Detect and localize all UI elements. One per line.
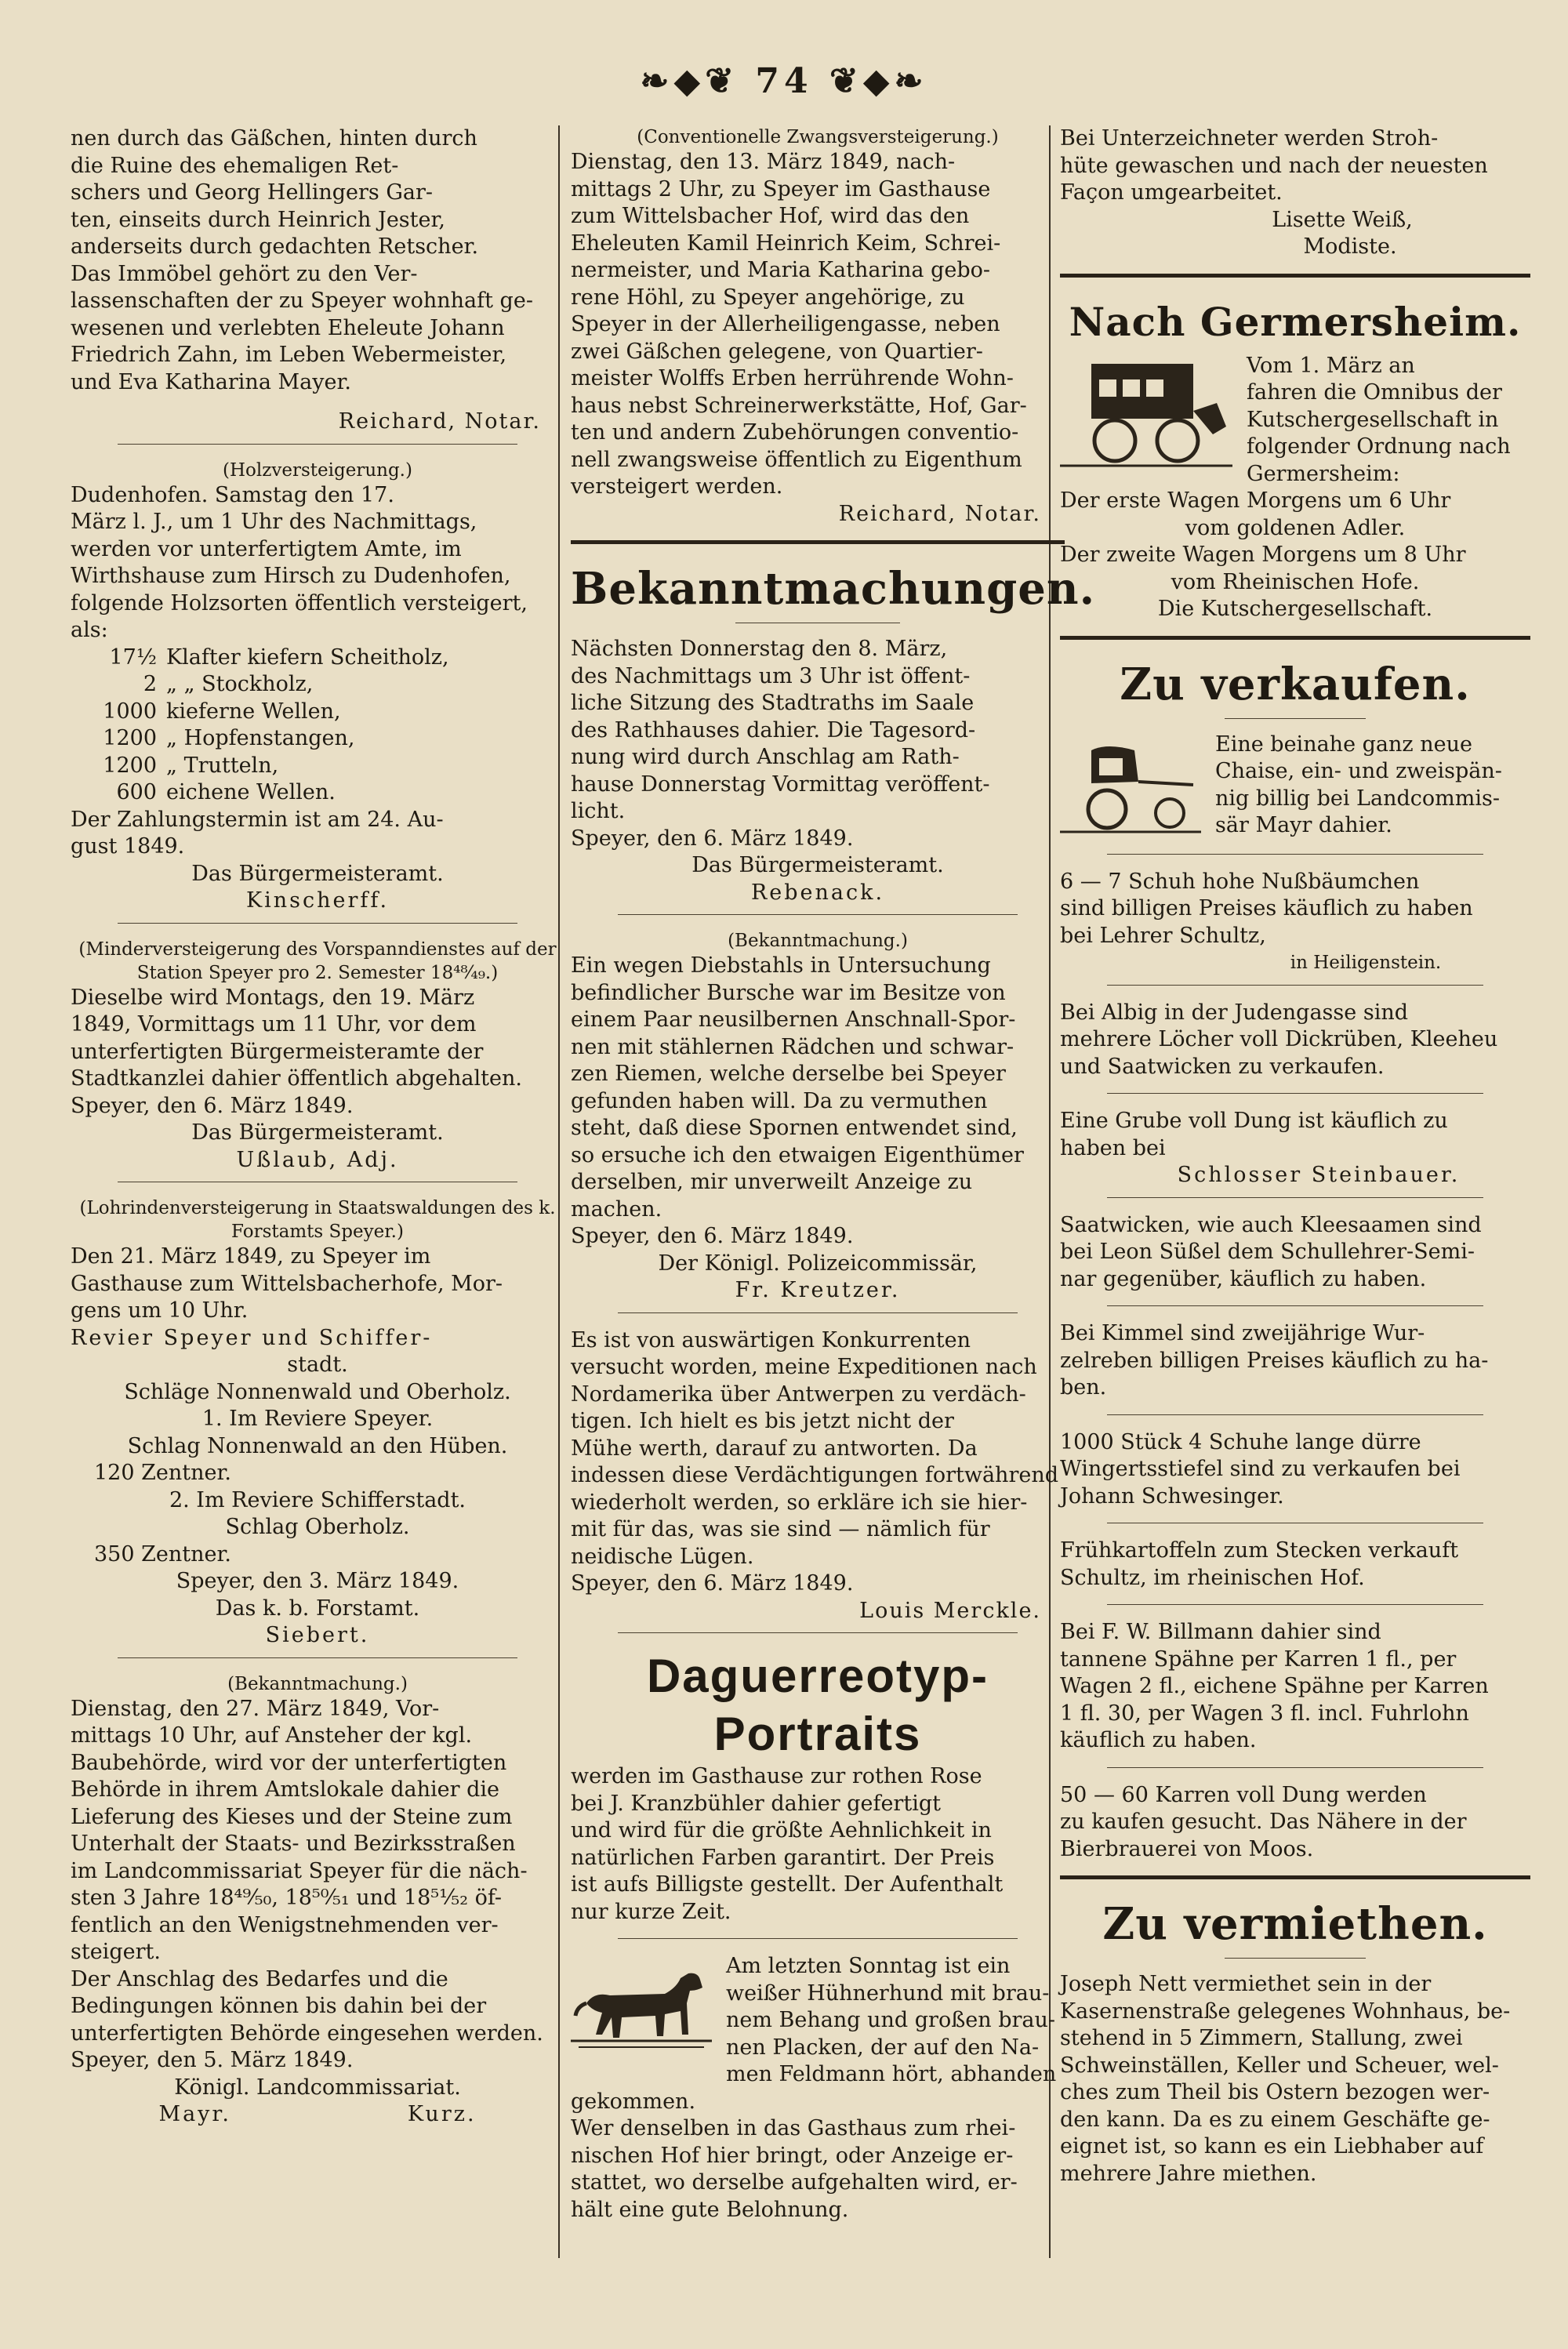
section-rule [571, 540, 1065, 544]
separator [118, 923, 517, 924]
text-line: Nordamerika über Antwerpen zu verdäch- [571, 1381, 1026, 1407]
notice-dickrueben [1060, 1000, 1530, 1081]
omnibus-icon [1060, 356, 1232, 474]
amount-line: 350 Zentner. [94, 1541, 231, 1567]
text-line: zen Riemen, welche derselbe bei Speyer [571, 1062, 1006, 1086]
wood-type: „ Hopfenstangen, [166, 726, 355, 750]
text-line: nar gegenüber, käuflich zu haben. [1060, 1266, 1427, 1291]
daguerreotyp-title [571, 1647, 1065, 1763]
text-line: nen Placken, der auf den Na- [726, 2035, 1040, 2060]
text-line: versucht worden, meine Expeditionen nach [571, 1355, 1037, 1379]
signature-office: Das Bürgermeisteramt. [191, 1120, 444, 1145]
text-line: Wirthshause zum Hirsch zu Dudenhofen, [71, 564, 511, 588]
separator [118, 444, 517, 445]
text-line: Der zweite Wagen Morgens um 8 Uhr [1060, 543, 1466, 567]
text-line: bei J. Kranzbühler dahier gefertigt [571, 1791, 941, 1816]
text-line: ben. [1060, 1375, 1107, 1400]
notice-nussbaeumchen [1060, 869, 1530, 950]
text-line: Germersheim: [1247, 461, 1400, 486]
text-line: Frühkartoffeln zum Stecken verkauft [1060, 1538, 1459, 1563]
notice-auswanderung [571, 1327, 1065, 1598]
schlag-line: Schläge Nonnenwald und Oberholz. [124, 1379, 511, 1404]
notice-holzversteigerung [71, 482, 564, 644]
text-line: nig billig bei Landcommis- [1215, 786, 1500, 811]
text-line: bei Lehrer Schultz, [1060, 923, 1266, 948]
text-line: Bedingungen können bis dahin bei der [71, 1994, 487, 2018]
carriage-icon [1060, 735, 1201, 837]
notice-heading: (Bekanntmachung.) [227, 1673, 408, 1694]
text-line: haben bei [1060, 1135, 1166, 1160]
text-line: lassenschaften der zu Speyer wohnhaft ge- [71, 289, 533, 313]
text-line: natürlichen Farben garantirt. Der Preis [571, 1845, 995, 1870]
notice-fruehkartoffeln [1060, 1538, 1530, 1592]
text-line: hause Donnerstag Vormittag veröffent- [571, 772, 990, 797]
separator [1107, 1197, 1483, 1198]
ornament-left: ❧◆❦ [640, 61, 756, 101]
text-line: 1849, Vormittags um 11 Uhr, vor dem [71, 1012, 477, 1037]
text-line: eignet ist, so kann es ein Liebhaber auf [1060, 2134, 1484, 2158]
text-line: Das Immöbel gehört zu den Ver- [71, 261, 418, 286]
notice-wurzelreben [1060, 1320, 1530, 1402]
text-line: indessen diese Verdächtigungen fortwährend [571, 1463, 1059, 1487]
text-line: Nächsten Donnerstag den 8. März, [571, 637, 948, 661]
text-line: Ein wegen Diebstahls in Untersuchung [571, 953, 991, 978]
text-line: befindlicher Bursche war im Besitze von [571, 980, 1006, 1005]
text-line: und wird für die größte Aehnlichkeit in [571, 1818, 992, 1843]
text-line: vom goldenen Adler. [1185, 515, 1406, 540]
text-line: fentlich an den Wenigstnehmenden ver- [71, 1912, 499, 1937]
text-line: Speyer, den 6. März 1849. [571, 1571, 854, 1596]
wood-quantity: 600 [116, 780, 157, 804]
text-line: Mühe werth, darauf zu antworten. Da [571, 1436, 978, 1461]
signature-office: Das k. b. Forstamt. [215, 1596, 420, 1621]
wood-quantity: 17½ [109, 644, 157, 670]
text-line: nermeister, und Maria Katharina gebo- [571, 258, 991, 282]
text-line: Speyer, den 5. März 1849. [71, 2048, 354, 2072]
text-line: zwei Gäßchen gelegene, von Quartier- [571, 339, 983, 364]
notice-heading: (Bekanntmachung.) [728, 931, 908, 951]
text-line: Baubehörde, wird vor der unterfertigten [71, 1750, 507, 1775]
text-line: März l. J., um 1 Uhr des Nachmittags, [71, 510, 477, 534]
text-line: Schultz, im rheinischen Hof. [1060, 1565, 1365, 1590]
text-line: fahren die Omnibus der [1247, 380, 1502, 405]
signature-name: Siebert. [265, 1623, 370, 1647]
text-line: zu kaufen gesucht. Das Nähere in der [1060, 1810, 1467, 1834]
text-line: 1 fl. 30, per Wagen 3 fl. incl. Fuhrlohn [1060, 1701, 1469, 1726]
omnibus-schedule [1060, 488, 1530, 596]
notice-spornen [571, 953, 1065, 1251]
separator [1107, 1767, 1483, 1768]
signature-name: Schlosser Steinbauer. [1177, 1163, 1461, 1187]
text-line: gefunden haben will. Da zu vermuthen [571, 1088, 988, 1113]
text-line: 6 — 7 Schuh hohe Nußbäumchen [1060, 869, 1420, 894]
signature-name: Ußlaub, Adj. [236, 1147, 399, 1172]
text-line: Saatwicken, wie auch Kleesaamen sind [1060, 1212, 1482, 1237]
text-line: machen. [571, 1196, 662, 1222]
text-line: ches zum Theil bis Ostern bezogen wer- [1060, 2080, 1490, 2104]
text-line: ten, einseits durch Heinrich Jester, [71, 207, 446, 232]
separator [1107, 1305, 1483, 1306]
text-line: bei Leon Süßel dem Schullehrer-Semi- [1060, 1240, 1475, 1264]
text-line: Dudenhofen. Samstag den 17. [71, 482, 394, 507]
text-line: zum Wittelsbacher Hof, wird das den [571, 204, 970, 228]
text-line: den kann. Da es zu einem Geschäfte ge- [1060, 2107, 1490, 2132]
text-line: sten 3 Jahre 18⁴⁹⁄₅₀, 18⁵⁰⁄₅₁ und 18⁵¹⁄₅₂ öf- [71, 1886, 503, 1910]
text-line: des Rathhauses dahier. Die Tagesord- [571, 717, 976, 742]
text-line: Speyer, den 6. März 1849. [571, 1224, 854, 1248]
text-line: neidische Lügen. [571, 1544, 754, 1569]
wood-quantity: 1200 [103, 753, 157, 778]
payment-term [71, 807, 564, 861]
text-line: mittags 2 Uhr, zu Speyer im Gasthause [571, 176, 991, 201]
text-line: Joseph Nett vermiethet sein in der [1060, 1972, 1432, 1996]
text-line: gens um 10 Uhr. [71, 1298, 249, 1323]
text-line: sär Mayr dahier. [1215, 813, 1392, 837]
separator [618, 1938, 1018, 1939]
text-line: haus nebst Schreinerwerkstätte, Hof, Gar- [571, 393, 1027, 418]
text-line: im Landcommissariat Speyer für die näch- [71, 1858, 528, 1883]
signature-name: Rebenack. [750, 880, 885, 905]
text-line: weißer Hühnerhund mit brau- [726, 1980, 1050, 2006]
separator [618, 1632, 1018, 1633]
text-line: Der Anschlag des Bedarfes und die [71, 1966, 448, 1991]
text-line: werden im Gasthause zur rothen Rose [571, 1764, 982, 1788]
text-line: mehrere Löcher voll Dickrüben, Kleeheu [1060, 1027, 1498, 1051]
notice-dung-gesucht [1060, 1782, 1530, 1864]
signature-name: Lisette Weiß, [1272, 207, 1413, 232]
wood-type: Klafter kiefern Scheitholz, [166, 644, 449, 670]
notice-heading: (Lohrindenversteigerung in Staatswaldungen des k. Forstamts Speyer.) [79, 1198, 556, 1242]
dog-icon [571, 1956, 712, 2058]
text-line: folgender Ordnung nach [1247, 434, 1511, 459]
section-rule [1060, 274, 1530, 278]
section-title-zu-vermiethen: Zu vermiethen. [1102, 1898, 1488, 1950]
text-line: mittags 10 Uhr, auf Ansteher der kgl. [71, 1723, 473, 1748]
notice-heading: (Minderversteigerung des Vorspanndienstes auf der Station Speyer pro 2. Semester 18⁴⁸⁄₄₉.) [78, 939, 557, 983]
section-title-bekanntmachungen: Bekanntmachungen. [571, 563, 1096, 615]
amount-line: 120 Zentner. [94, 1461, 231, 1485]
text-line: Johann Schwesinger. [1060, 1483, 1284, 1509]
text-line: Speyer in der Allerheiligengasse, neben [571, 312, 1000, 336]
column-2 [571, 125, 1096, 2236]
column-1 [71, 125, 564, 2129]
text-line: unterfertigten Behörde eingesehen werden. [71, 2020, 543, 2046]
wood-type: „ Trutteln, [166, 753, 279, 778]
notice-daguerreotyp [571, 1763, 1065, 1926]
notice-heading: (Conventionelle Zwangsversteigerung.) [637, 127, 999, 147]
separator [1107, 1414, 1483, 1415]
wood-quantity: 2 [143, 672, 157, 696]
signature-office: Der Königl. Polizeicommissär, [658, 1251, 978, 1276]
text-line: Wingertsstiefel sind zu verkaufen bei [1060, 1457, 1461, 1481]
text-line: Façon umgearbeitet. [1060, 180, 1283, 205]
notice-kieslieferung [71, 1696, 564, 2075]
signature-name: Fr. Kreutzer. [735, 1278, 901, 1302]
wood-type: eichene Wellen. [166, 780, 336, 804]
text-line: stehend in 5 Zimmern, Stallung, zwei [1060, 2026, 1463, 2050]
section-rule [1060, 636, 1530, 640]
chaise-illustration [1060, 735, 1201, 844]
text-line: Bierbrauerei von Moos. [1060, 1836, 1314, 1861]
text-line: nung wird durch Anschlag am Rath- [571, 745, 960, 769]
text-line: unterfertigten Bürgermeisteramte der [71, 1039, 484, 1064]
text-line: hüte gewaschen und nach der neuesten [1060, 153, 1488, 178]
column-3 [1060, 125, 1530, 2200]
signature-name: Kurz. [407, 2102, 477, 2126]
text-line: Bei F. W. Billmann dahier sind [1060, 1620, 1381, 1644]
notice-hund [571, 1953, 1065, 2224]
text-line: Unterhalt der Staats- und Bezirksstraßen [71, 1832, 516, 1856]
text-line: derselben, mir unverweilt Anzeige zu [571, 1170, 973, 1194]
text-line: licht. [571, 799, 626, 823]
text-line: nen mit stählernen Rädchen und schwar- [571, 1034, 1014, 1059]
text-line: mehrere Jahre miethen. [1060, 2161, 1317, 2186]
signature-office: Königl. Landcommissariat. [174, 2075, 461, 2100]
text-line: als: [71, 618, 108, 642]
text-line: sind billigen Preises käuflich zu haben [1060, 896, 1473, 920]
page-number: 74 [755, 61, 813, 101]
text-line: Den 21. März 1849, zu Speyer im [71, 1244, 431, 1269]
text-line: und Eva Katharina Mayer. [71, 369, 352, 394]
text-line: nem Behang und großen brau- [726, 2008, 1055, 2032]
text-line: ist aufs Billigste gestellt. Der Aufenthalt [571, 1872, 1004, 1897]
separator [1107, 1604, 1483, 1605]
text-line: wesenen und verlebten Eheleute Johann [71, 315, 505, 340]
text-line: Eine beinahe ganz neue [1215, 732, 1472, 757]
notice-heading: (Holzversteigerung.) [223, 459, 412, 481]
text-line: Am letzten Sonntag ist ein [726, 1954, 1011, 1978]
text-line: Kutschergesellschaft in [1247, 407, 1499, 432]
text-line: steht, daß diese Spornen entwendet sind, [571, 1116, 1018, 1140]
text-line: 50 — 60 Karren voll Dung werden [1060, 1782, 1427, 1807]
signature: Reichard, Notar. [338, 409, 541, 434]
revier-line: 1. Im Reviere Speyer. [201, 1407, 434, 1431]
text-line: Behörde in ihrem Amtslokale dahier die [71, 1777, 500, 1802]
text-line: meister Wolffs Erben herrührende Wohn- [571, 366, 1014, 390]
signature-title: Modiste. [1303, 234, 1397, 259]
text-line: Der Zahlungstermin ist am 24. Au- [71, 807, 444, 832]
notice-lohrinden [71, 1243, 564, 1325]
text-line: Es ist von auswärtigen Konkurrenten [571, 1327, 971, 1352]
separator [1225, 1958, 1366, 1959]
text-line: men Feldmann hört, abhanden gekommen. [571, 2062, 1057, 2114]
daguerreotyp-title-line2: Portraits [713, 1708, 922, 1760]
text-line: versteigert werden. [571, 474, 783, 499]
text-line: und Saatwicken zu verkaufen. [1060, 1054, 1385, 1079]
signature-name: Mayr. [158, 2102, 231, 2126]
section-title-zu-verkaufen: Zu verkaufen. [1120, 658, 1471, 710]
revier-line: Revier Speyer und Schiffer- [71, 1325, 433, 1350]
text-line: Vom 1. März an [1247, 353, 1415, 378]
date-line: Speyer, den 3. März 1849. [176, 1569, 459, 1593]
signature-row [71, 2101, 564, 2129]
text-line: nen durch das Gäßchen, hinten durch [71, 126, 477, 151]
notice-wingertsstiefel [1060, 1429, 1530, 1511]
notice-spaehne [1060, 1619, 1530, 1755]
text-line: Wagen 2 fl., eichene Spähne per Karren [1060, 1674, 1489, 1698]
revier-line: 2. Im Reviere Schifferstadt. [169, 1487, 466, 1512]
text-line: liche Sitzung des Stadtraths im Saale [571, 691, 975, 715]
text-line: Gasthause zum Wittelsbacherhofe, Mor- [71, 1271, 503, 1296]
signature: Louis Merckle. [859, 1598, 1041, 1623]
text-line: schers und Georg Hellingers Gar- [71, 180, 434, 205]
text-line: Eheleuten Kamil Heinrich Keim, Schrei- [571, 231, 1001, 256]
text-line: Bei Unterzeichneter werden Stroh- [1060, 126, 1439, 151]
text-line: so ersuche ich den etwaigen Eigenthümer [571, 1142, 1024, 1167]
text-line: nell zwangsweise öffentlich zu Eigenthum [571, 447, 1022, 472]
omnibus-illustration [1060, 356, 1232, 481]
text-line: Bei Albig in der Judengasse sind [1060, 1000, 1408, 1025]
text-line: Speyer, den 6. März 1849. [571, 826, 854, 851]
text-line: hält eine gute Belohnung. [571, 2197, 849, 2222]
text-line: des Nachmittags um 3 Uhr ist öffent- [571, 663, 971, 688]
separator [1107, 985, 1483, 986]
text-line: 1000 Stück 4 Schuhe lange dürre [1060, 1429, 1421, 1454]
text-line: Chaise, ein- und zweispän- [1215, 759, 1502, 783]
notice-stadtrath [571, 636, 1065, 852]
text-line: nur kurze Zeit. [571, 1899, 731, 1924]
text-line: ten und andern Zubehörungen conventio- [571, 420, 1019, 445]
text-line: tigen. Ich hielt es bis jetzt nicht der [571, 1409, 954, 1433]
revier-line: stadt. [287, 1352, 348, 1377]
separator [618, 914, 1018, 915]
text-line: Schweinställen, Keller und Scheuer, wel- [1060, 2053, 1499, 2078]
text-line: vom Rheinischen Hofe. [1171, 569, 1420, 594]
text-line: Dienstag, den 13. März 1849, nach- [571, 150, 956, 174]
notice-strohhuete [1060, 125, 1530, 207]
text-line: Eine Grube voll Dung ist käuflich zu [1060, 1109, 1448, 1133]
signature: Reichard, Notar. [838, 501, 1041, 526]
separator [1107, 854, 1483, 855]
text-line: anderseits durch gedachten Retscher. [71, 234, 479, 259]
page-number-row [0, 61, 1568, 101]
text-line: Dieselbe wird Montags, den 19. März [71, 985, 475, 1010]
notice-zwangsversteigerung [571, 149, 1065, 501]
separator [118, 1657, 517, 1658]
schlag-line: Schlag Oberholz. [225, 1515, 410, 1539]
text-line: folgende Holzsorten öffentlich versteigert, [71, 590, 528, 615]
section-title-germersheim: Nach Germersheim. [1069, 298, 1522, 345]
text-line: Dienstag, den 27. März 1849, Vor- [71, 1696, 440, 1721]
signature-office: Das Bürgermeisteramt. [191, 861, 444, 886]
text-line: rene Höhl, zu Speyer angehörige, zu [571, 285, 965, 310]
text-line: mit für das, was sie sind — nämlich für [571, 1517, 990, 1541]
notice-vermiethung [1060, 1971, 1530, 2187]
text-line: werden vor unterfertigtem Amte, im [71, 536, 462, 561]
wood-list [71, 644, 564, 807]
notice-immobel-end [71, 125, 564, 396]
text-line: nischen Hof hier bringt, oder Anzeige er- [571, 2143, 1014, 2168]
signature-name: Kinscherff. [245, 888, 390, 913]
schlag-line: Schlag Nonnenwald an den Hüben. [127, 1433, 508, 1458]
wood-quantity: 1200 [103, 726, 157, 750]
text-line: tannene Spähne per Karren 1 fl., per [1060, 1646, 1457, 1672]
text-line: die Ruine des ehemaligen Ret- [71, 153, 399, 178]
notice-chaise [1060, 732, 1530, 852]
text-line: steigert. [71, 1940, 161, 1964]
wood-type: kieferne Wellen, [166, 699, 341, 724]
notice-omnibus [1060, 353, 1530, 623]
text-line: Stadtkanzlei dahier öffentlich abgehalten. [71, 1066, 522, 1091]
text-line: wiederholt werden, so erkläre ich sie hier- [571, 1490, 1028, 1515]
text-line: gust 1849. [71, 834, 185, 859]
text-line: Kasernenstraße gelegenes Wohnhaus, be- [1060, 1999, 1511, 2024]
text-line: Wer denselben in das Gasthaus zum rhei- [571, 2116, 1016, 2140]
separator [1225, 718, 1366, 719]
daguerreotyp-title-line1: Daguerreotyp- [646, 1650, 989, 1702]
text-line: Bei Kimmel sind zweijährige Wur- [1060, 1321, 1425, 1345]
text-line: Speyer, den 6. März 1849. [71, 1093, 354, 1118]
signature-office: Das Bürgermeisteramt. [691, 853, 944, 877]
text-line: stattet, wo derselbe aufgehalten wird, er- [571, 2170, 1018, 2195]
text-line: käuflich zu haben. [1060, 1728, 1257, 1752]
notice-dung [1060, 1108, 1530, 1162]
signature-place: in Heiligenstein. [1290, 953, 1442, 973]
separator [618, 1312, 1018, 1313]
text-line: Friedrich Zahn, im Leben Webermeister, [71, 343, 507, 367]
ornament-right: ❦◆❧ [829, 61, 928, 101]
text-line: Der erste Wagen Morgens um 6 Uhr [1060, 488, 1451, 513]
text-line: Lieferung des Kieses und der Steine zum [71, 1804, 513, 1829]
section-rule [1060, 1875, 1530, 1879]
notice-vorspanndienst [71, 985, 564, 1120]
wood-quantity: 1000 [103, 699, 157, 724]
text-line: einem Paar neusilbernen Anschnall-Spor- [571, 1007, 1016, 1032]
separator [1107, 1093, 1483, 1094]
wood-type: „ „ Stockholz, [166, 672, 314, 696]
notice-saatwicken [1060, 1212, 1530, 1294]
dog-illustration [571, 1956, 712, 2066]
text-line: zelreben billigen Preises käuflich zu ha- [1060, 1348, 1489, 1373]
signature: Die Kutschergesellschaft. [1157, 597, 1433, 621]
